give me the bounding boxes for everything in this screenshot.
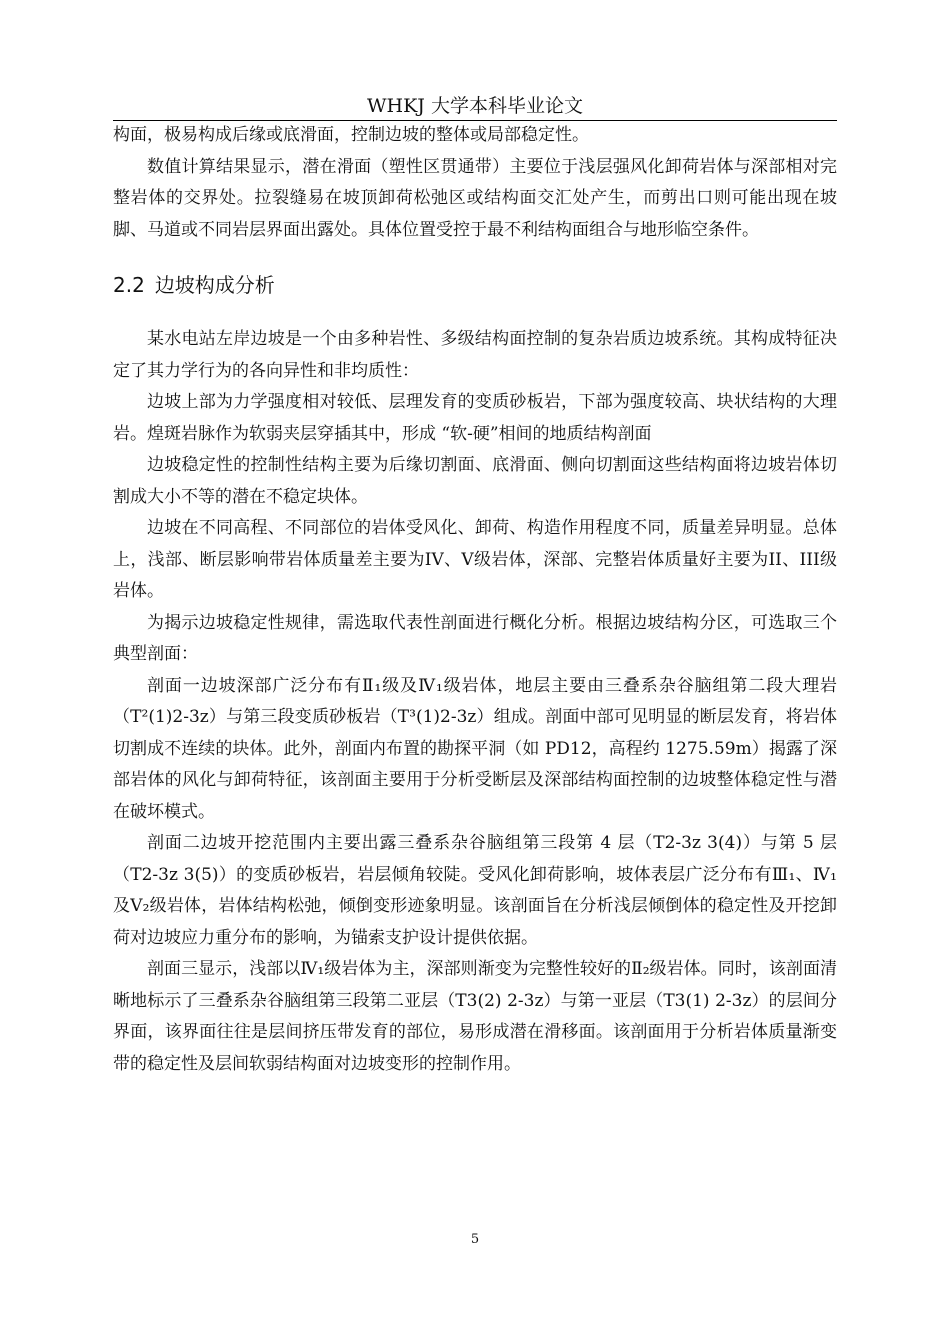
- paragraph: 剖面一边坡深部广泛分布有Ⅱ₁级及Ⅳ₁级岩体，地层主要由三叠系杂谷脑组第二段大理岩（T²(1)2-3z）与第三段变质砂板岩（T³(1)2-3z）组成。剖面中部可见明显的断层发育，将岩体切割成不连续的块体。此外，剖面内布置的勘探平洞（如 PD12，高程约 1275.59m）揭露了深部岩体的风化与卸荷特征，该剖面主要用于分析受断层及深部结构面控制的边坡整体稳定性与潜在破坏模式。: [113, 675, 837, 822]
- paragraph: 边坡上部为力学强度相对较低、层理发育的变质砂板岩，下部为强度较高、块状结构的大理岩。煌斑岩脉作为软弱夹层穿插其中，形成 “软-硬”相间的地质结构剖面: [113, 392, 837, 444]
- header-text: WHKJ 大学本科毕业论文: [367, 95, 583, 117]
- section-heading: [113, 270, 837, 300]
- page-number: 5: [470, 1232, 480, 1247]
- section-number: 2.2: [113, 273, 145, 297]
- paragraph: 边坡稳定性的控制性结构主要为后缘切割面、底滑面、侧向切割面这些结构面将边坡岩体切割成大小不等的潜在不稳定块体。: [113, 455, 837, 507]
- page-header: [113, 92, 837, 121]
- paragraph: 数值计算结果显示，潜在滑面（塑性区贯通带）主要位于浅层强风化卸荷岩体与深部相对完整岩体的交界处。拉裂缝易在坡顶卸荷松弛区或结构面交汇处产生，而剪出口则可能出现在坡脚、马道或不同岩层界面出露处。具体位置受控于最不利结构面组合与地形临空条件。: [113, 156, 837, 240]
- section-title: 边坡构成分析: [154, 273, 275, 297]
- paragraph: 某水电站左岸边坡是一个由多种岩性、多级结构面控制的复杂岩质边坡系统。其构成特征决定了其力学行为的各向异性和非均质性：: [113, 329, 837, 381]
- paragraph: 剖面三显示，浅部以Ⅳ₁级岩体为主，深部则渐变为完整性较好的Ⅱ₂级岩体。同时，该剖面清晰地标示了三叠系杂谷脑组第三段第二亚层（T3(2) 2-3z）与第一亚层（T3(1) 2-3z）的层间分界面，该界面往往是层间挤压带发育的部位，易形成潜在滑移面。该剖面用于分析岩体质量渐变带的稳定性及层间软弱结构面对边坡变形的控制作用。: [113, 959, 837, 1074]
- paragraph: 边坡在不同高程、不同部位的岩体受风化、卸荷、构造作用程度不同，质量差异明显。总体上，浅部、断层影响带岩体质量差主要为IV、V级岩体，深部、完整岩体质量好主要为II、III级岩体。: [113, 518, 837, 601]
- paragraph: 构面，极易构成后缘或底滑面，控制边坡的整体或局部稳定性。: [113, 125, 589, 145]
- paragraph: 剖面二边坡开挖范围内主要出露三叠系杂谷脑组第三段第 4 层（T2-3z 3(4)）与第 5 层（T2-3z 3(5)）的变质砂板岩，岩层倾角较陡。受风化卸荷影响，坡体表层广泛分布有Ⅲ₁、Ⅳ₁及Ⅴ₂级岩体，岩体结构松弛，倾倒变形迹象明显。该剖面旨在分析浅层倾倒体的稳定性及开挖卸荷对边坡应力重分布的影响，为锚索支护设计提供依据。: [113, 833, 837, 948]
- page-content: [113, 120, 837, 1080]
- paragraph: 为揭示边坡稳定性规律，需选取代表性剖面进行概化分析。根据边坡结构分区，可选取三个典型剖面：: [113, 612, 837, 664]
